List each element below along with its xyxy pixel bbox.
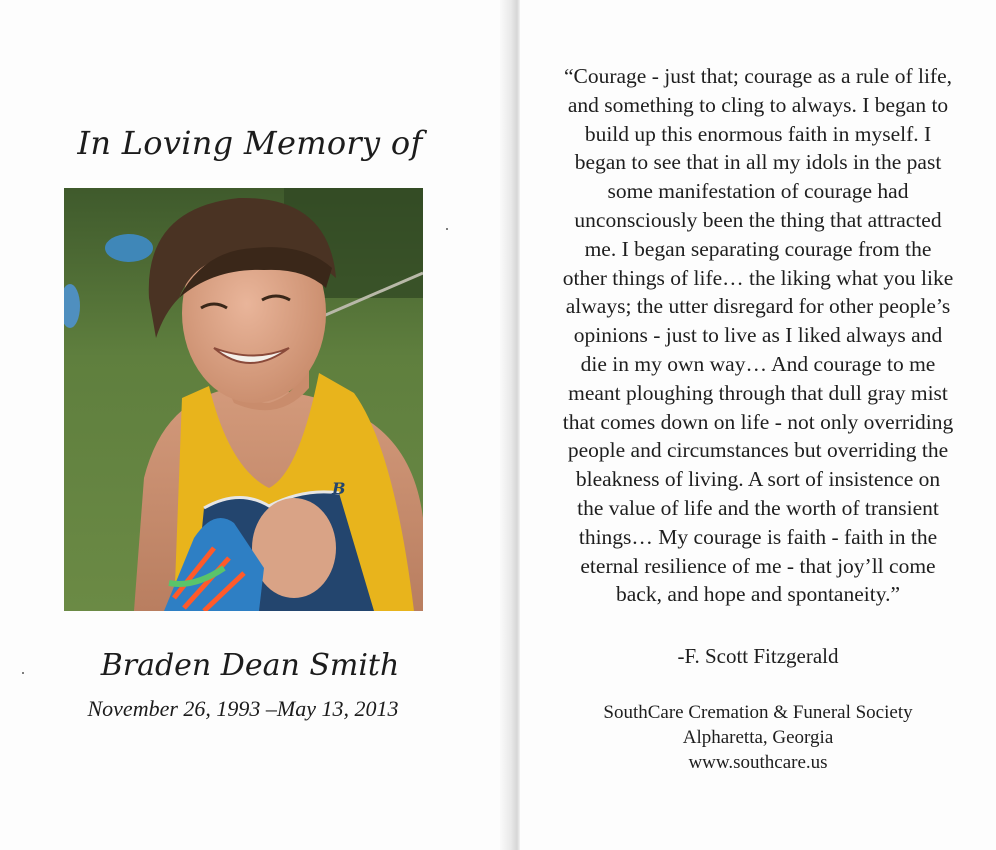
right-panel (520, 0, 996, 850)
quote-line: bleakness of living. A sort of insistence on (575, 467, 941, 492)
print-speck (22, 672, 24, 674)
life-dates: November 26, 1993 –May 13, 2013 (87, 696, 399, 721)
quote-line: always; the utter disregard for other people’s (565, 294, 951, 319)
quote-line: “Courage - just that; courage as a rule of life, (563, 64, 953, 88)
card-fold-crease (500, 0, 520, 850)
quote-line: die in my own way… And courage to me (580, 351, 936, 376)
quote-line: that comes down on life - not only overriding (562, 409, 954, 434)
print-speck (446, 228, 448, 230)
quote-line: and something to cling to always. I began to (567, 92, 949, 117)
quote-line: build up this enormous faith in myself. I (584, 121, 932, 146)
funeral-home-location: Alpharetta, Georgia (682, 727, 834, 748)
quote-line: back, and hope and spontaneity.” (616, 582, 900, 607)
quote-line: other things of life… the liking what you like (562, 265, 954, 290)
funeral-home-name: SouthCare Cremation & Funeral Society (603, 702, 913, 723)
deceased-name: Braden Dean Smith (100, 648, 400, 683)
portrait-illustration (64, 188, 423, 611)
quote-line: unconsciously been the thing that attracted (574, 207, 942, 232)
quote-block (520, 62, 996, 609)
funeral-home-info (520, 700, 996, 775)
quote-line: some manifestation of courage had (607, 179, 909, 204)
quote-line: things… My courage is faith - faith in the (578, 524, 938, 549)
quote-author: -F. Scott Fitzgerald (677, 644, 839, 668)
quote-line: began to see that in all my idols in the past (574, 150, 942, 175)
quote-line: the value of life and the worth of transient (577, 495, 939, 520)
funeral-home-website: www.southcare.us (688, 752, 828, 773)
quote-line: opinions - just to live as I liked always and (573, 323, 943, 348)
memorial-heading: In Loving Memory of (77, 124, 423, 162)
portrait-photo (64, 188, 423, 611)
quote-line: meant ploughing through that dull gray mist (568, 380, 948, 405)
quote-line: eternal resilience of me - that joy’ll come (580, 553, 936, 578)
quote-line: me. I began separating courage from the (584, 236, 932, 261)
quote-line: people and circumstances but overriding the (567, 438, 949, 463)
svg-text:B: B (332, 479, 346, 498)
